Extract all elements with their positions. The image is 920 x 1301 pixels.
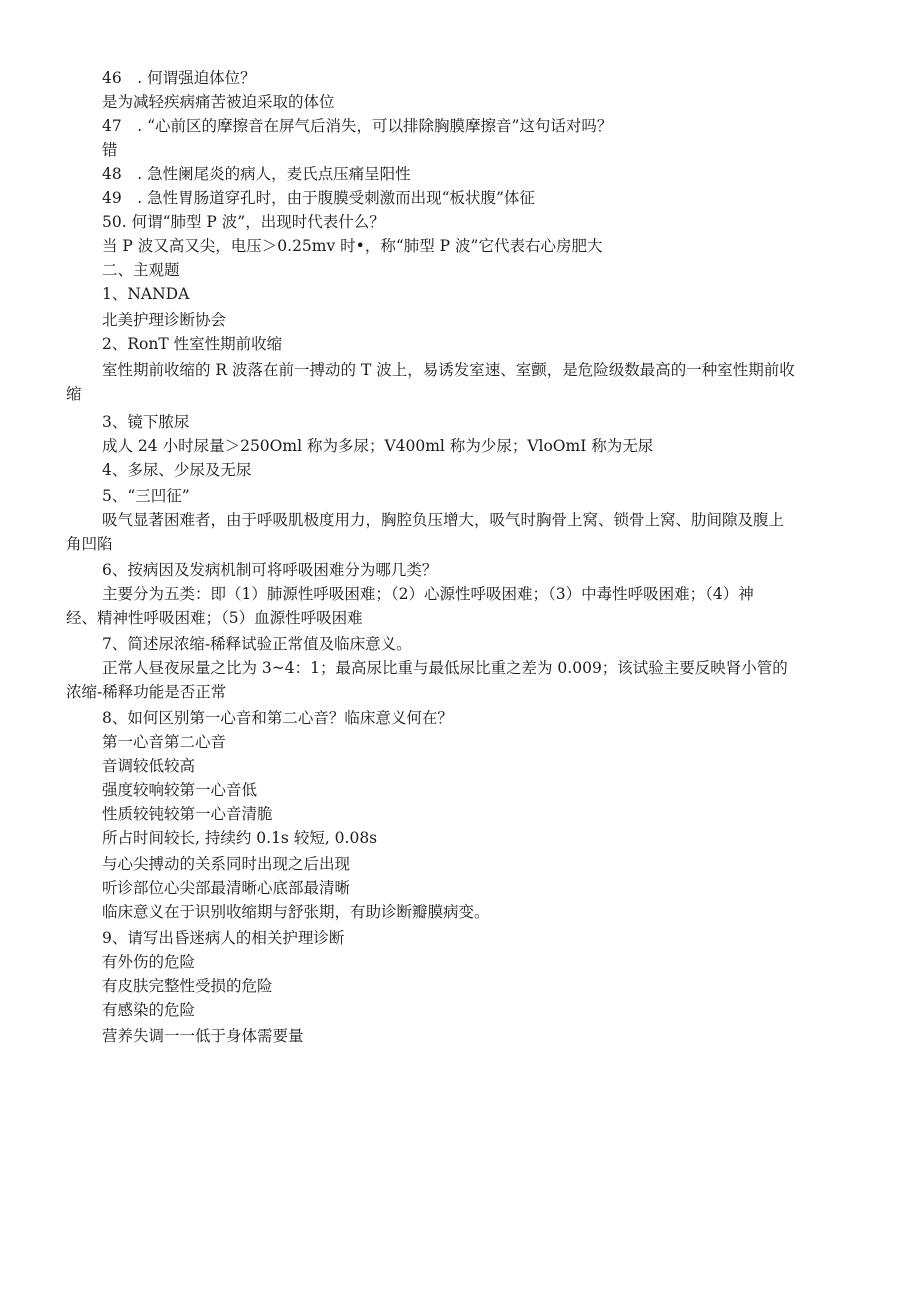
- diagnosis-4: 营养失调一一低于身体需要量: [102, 1027, 304, 1045]
- answer-6-line-2: 经、精神性呼吸困难；（5）血源性呼吸困难: [66, 609, 363, 627]
- answer-7-line-2: 浓缩-稀释功能是否正常: [66, 683, 227, 701]
- heart-sound-intensity: 强度较响较第一心音低: [102, 781, 258, 799]
- question-6: 6、按病因及发病机制可将呼吸困难分为哪几类？: [102, 561, 438, 579]
- item-49: 49 . 急性胃肠道穿孔时，由于腹膜受刺激而出现“板状腹”体征: [102, 189, 535, 207]
- answer-2-line-2: 缩: [66, 385, 82, 403]
- answer-5: [66, 508, 856, 556]
- answer-7-line-1: 正常人昼夜尿量之比为 3~4：1；最高尿比重与最低尿比重之差为 0.009；该试验主要反映肾小管的: [102, 659, 788, 677]
- term-3: 3、镜下脓尿: [102, 413, 190, 431]
- term-2: 2、RonT 性室性期前收缩: [102, 335, 283, 353]
- question-50: 50. 何谓“肺型 P 波”，出现时代表什么？: [102, 213, 385, 231]
- term-1: 1、NANDA: [102, 285, 190, 303]
- heart-sound-auscultation-site: 听诊部位心尖部最清晰心底部最清晰: [102, 879, 351, 897]
- question-7: 7、简述尿浓缩-稀释试验正常值及临床意义。: [102, 635, 412, 653]
- answer-1: 北美护理诊断协会: [102, 311, 227, 329]
- diagnosis-2: 有皮肤完整性受损的危险: [102, 977, 273, 995]
- answer-6: [66, 582, 856, 630]
- answer-7: [66, 656, 856, 704]
- item-48: 48 . 急性阑尾炎的病人，麦氏点压痛呈阳性: [102, 165, 411, 183]
- answer-5-line-1: 吸气显著困难者，由于呼吸肌极度用力，胸腔负压增大，吸气时胸骨上窝、锁骨上窝、肋间隙及腹上: [102, 511, 785, 529]
- answer-47: 错: [102, 141, 118, 159]
- diagnosis-3: 有感染的危险: [102, 1001, 196, 1019]
- answer-46: 是为减轻疾病痛苦被迫采取的体位: [102, 93, 335, 111]
- section-heading: 二、主观题: [102, 261, 180, 279]
- answer-2-line-1: 室性期前收缩的 R 波落在前一搏动的 T 波上，易诱发室速、室颤，是危险级数最高的一种室性期前收: [102, 361, 795, 379]
- term-4: 4、多尿、少尿及无尿: [102, 461, 252, 479]
- answer-2: [66, 358, 856, 406]
- question-9: 9、请写出昏迷病人的相关护理诊断: [102, 929, 345, 947]
- heart-sound-header: 第一心音第二心音: [102, 733, 227, 751]
- answer-3: 成人 24 小时尿量＞250Oml 称为多尿；V400ml 称为少尿；VloOmI 称为无尿: [102, 437, 654, 455]
- answer-6-line-1: 主要分为五类：即（1）肺源性呼吸困难；（2）心源性呼吸困难；（3）中毒性呼吸困难；（4）神: [102, 585, 754, 603]
- heart-sound-apex-relation: 与心尖搏动的关系同时出现之后出现: [102, 855, 351, 873]
- question-47: 47 . “心前区的摩擦音在屏气后消失，可以排除胸膜摩擦音”这句话对吗？: [102, 117, 613, 135]
- term-5: 5、“三凹征”: [102, 487, 190, 505]
- heart-sound-duration: 所占时间较长, 持续约 0.1s 较短, 0.08s: [102, 829, 378, 847]
- heart-sound-clinical-significance: 临床意义在于识别收缩期与舒张期，有助诊断瓣膜病变。: [102, 903, 490, 921]
- diagnosis-1: 有外伤的危险: [102, 953, 196, 971]
- answer-50: 当 P 波又高又尖，电压＞0.25mv 时•，称“肺型 P 波”它代表右心房肥大: [102, 237, 603, 255]
- heart-sound-quality: 性质较钝较第一心音清脆: [102, 805, 273, 823]
- answer-5-line-2: 角凹陷: [66, 535, 113, 553]
- heart-sound-pitch: 音调较低较高: [102, 757, 196, 775]
- question-8: 8、如何区别第一心音和第二心音？临床意义何在？: [102, 709, 453, 727]
- question-46: 46 . 何谓强迫体位？: [102, 69, 256, 87]
